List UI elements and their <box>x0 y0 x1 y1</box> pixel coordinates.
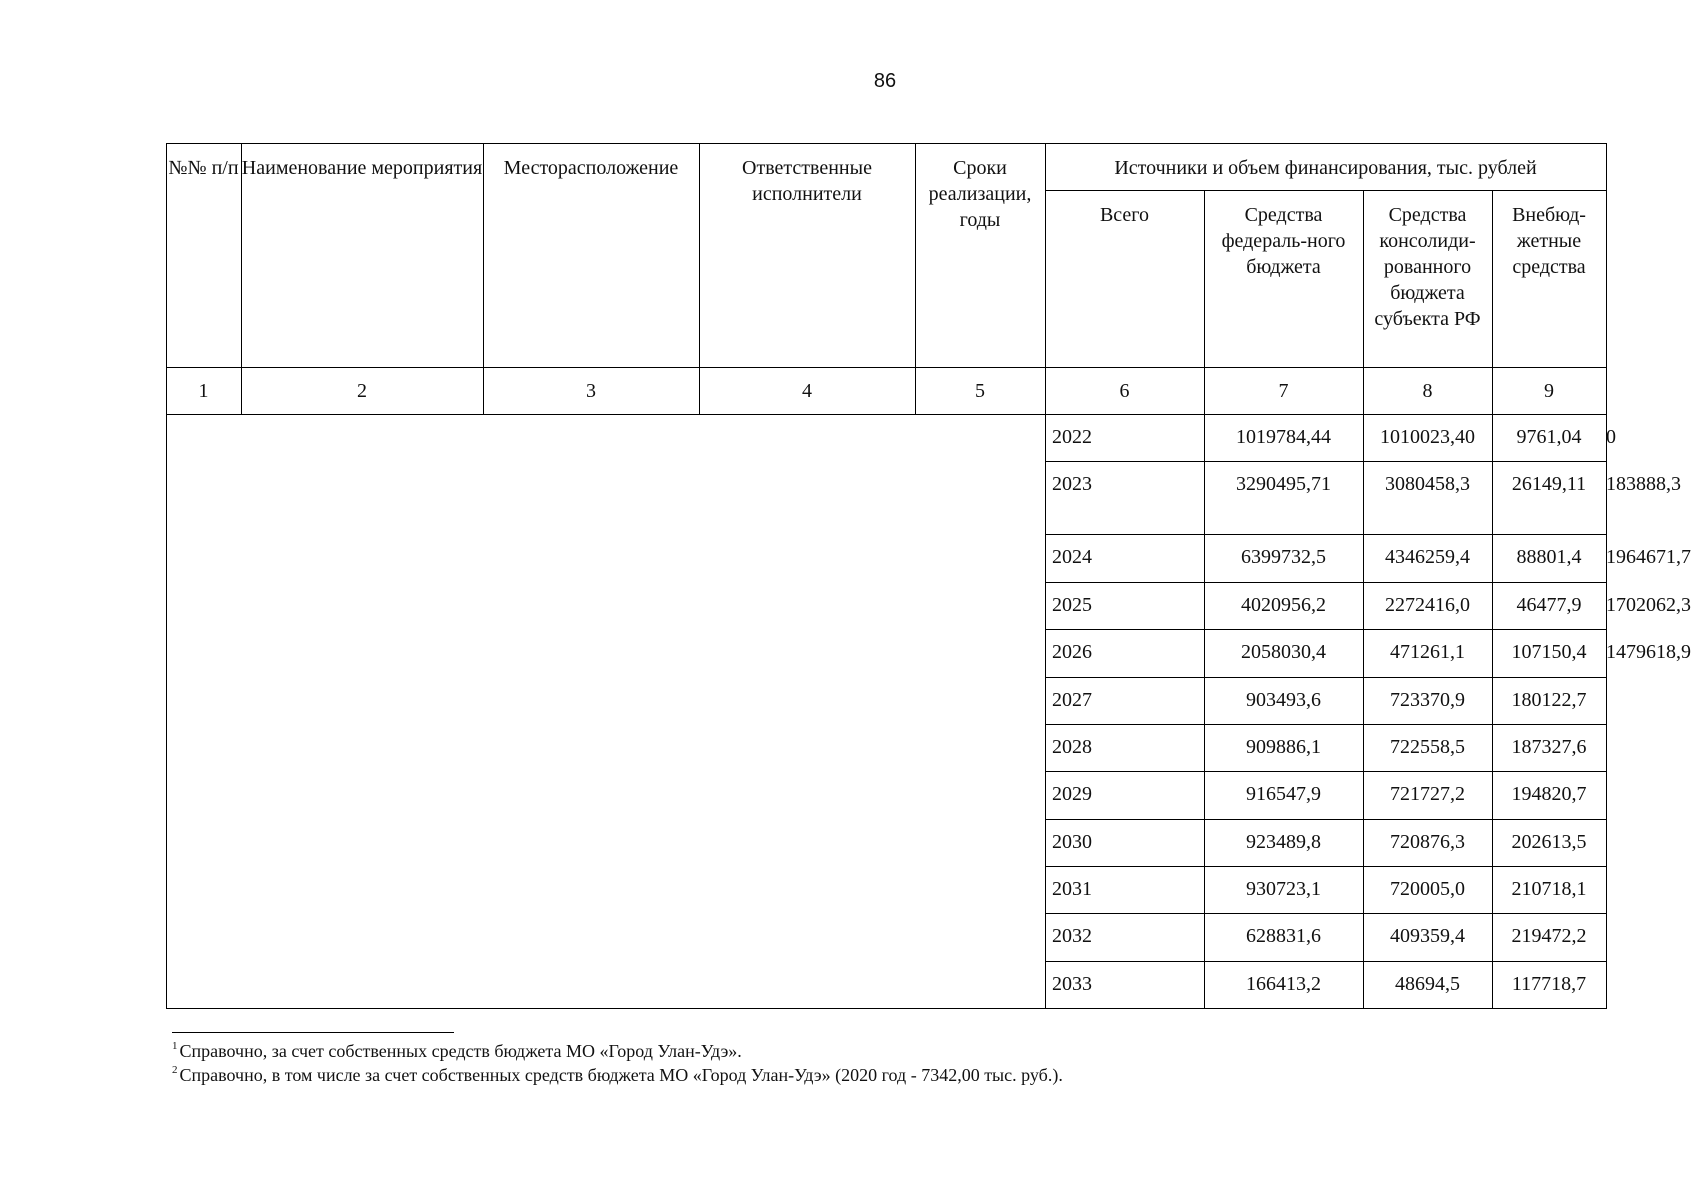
row-federal: 4346259,4 <box>1385 546 1470 568</box>
row-federal: 48694,5 <box>1395 973 1460 995</box>
row-divider <box>1045 819 1606 820</box>
row-divider <box>1045 534 1606 535</box>
column-number: 8 <box>1422 380 1433 402</box>
header-number: №№ п/п <box>168 157 239 179</box>
row-extra: 0 <box>1606 426 1616 448</box>
row-federal: 721727,2 <box>1390 783 1465 805</box>
row-year: 2026 <box>1052 641 1092 663</box>
row-regional: 210718,1 <box>1511 878 1587 900</box>
row-divider <box>1045 582 1606 583</box>
row-federal: 720005,0 <box>1390 878 1465 900</box>
row-divider <box>1045 771 1606 772</box>
row-divider <box>1045 913 1606 914</box>
footnote <box>172 1040 742 1062</box>
header-location: Месторасположение <box>503 157 679 179</box>
row-regional: 180122,7 <box>1511 689 1587 711</box>
row-extra: 183888,3 <box>1606 473 1681 495</box>
row-regional: 107150,4 <box>1511 641 1587 663</box>
row-total: 2058030,4 <box>1241 641 1326 663</box>
table-top-border <box>166 143 1606 144</box>
row-year: 2031 <box>1052 878 1092 900</box>
row-extra: 1479618,9 <box>1606 641 1691 663</box>
row-divider <box>1045 629 1606 630</box>
row-regional: 88801,4 <box>1516 546 1582 568</box>
row-regional: 202613,5 <box>1511 831 1587 853</box>
row-total: 916547,9 <box>1246 783 1321 805</box>
header-extrabudgetary: Внебюд-жетные средства <box>1512 204 1586 278</box>
row-divider <box>1045 961 1606 962</box>
row-total: 903493,6 <box>1246 689 1321 711</box>
column-number: 1 <box>198 380 209 402</box>
page-number: 86 <box>873 70 897 92</box>
header-terms: Сроки реализации, годы <box>928 157 1032 231</box>
row-regional: 9761,04 <box>1516 426 1582 448</box>
row-regional: 219472,2 <box>1511 925 1587 947</box>
row-federal: 471261,1 <box>1390 641 1465 663</box>
row-total: 923489,8 <box>1246 831 1321 853</box>
row-total: 4020956,2 <box>1241 594 1326 616</box>
column-number: 2 <box>357 380 367 402</box>
row-regional: 26149,11 <box>1511 473 1587 495</box>
row-total: 3290495,71 <box>1236 473 1331 495</box>
table-bottom-left <box>166 1008 1045 1009</box>
row-year: 2022 <box>1052 426 1092 448</box>
row-total: 166413,2 <box>1246 973 1321 995</box>
column-number: 3 <box>586 380 596 402</box>
row-total: 6399732,5 <box>1241 546 1326 568</box>
row-year: 2023 <box>1052 473 1092 495</box>
column-numbers-line <box>166 414 1606 415</box>
footnote-mark: 1 <box>172 1040 178 1052</box>
row-federal: 720876,3 <box>1390 831 1465 853</box>
row-divider <box>1045 461 1606 462</box>
column-number: 9 <box>1544 380 1554 402</box>
header-event-name: Наименование мероприятия <box>241 157 483 179</box>
row-total: 1019784,44 <box>1236 426 1331 448</box>
column-number: 6 <box>1119 380 1130 402</box>
row-federal: 2272416,0 <box>1385 594 1470 616</box>
row-year: 2030 <box>1052 831 1092 853</box>
row-year: 2027 <box>1052 689 1092 711</box>
row-federal: 3080458,3 <box>1385 473 1470 495</box>
footnote-separator <box>172 1032 454 1033</box>
footnote-text: Справочно, в том числе за счет собственных средств бюджета МО «Город Улан-Удэ» (2020 год - 7342,00 тыс. руб.). <box>179 1065 1063 1085</box>
row-regional: 187327,6 <box>1511 736 1587 758</box>
column-divider <box>1606 143 1607 1009</box>
row-total: 909886,1 <box>1246 736 1321 758</box>
footnote-mark: 2 <box>172 1064 178 1076</box>
table-bottom-right <box>1045 1008 1606 1009</box>
row-divider <box>1045 866 1606 867</box>
row-extra: 1964671,7 <box>1606 546 1691 568</box>
row-year: 2028 <box>1052 736 1092 758</box>
column-number: 7 <box>1278 380 1289 402</box>
header-responsible: Ответственные исполнители <box>742 157 872 205</box>
header-federal: Средства федераль-ного бюджета <box>1221 204 1346 278</box>
header-funding-sources: Источники и объем финансирования, тыс. рублей <box>1114 157 1537 179</box>
row-federal: 409359,4 <box>1390 925 1465 947</box>
row-federal: 1010023,40 <box>1380 426 1475 448</box>
footnote-text: Справочно, за счет собственных средств бюджета МО «Город Улан-Удэ». <box>179 1041 742 1061</box>
row-divider <box>1045 677 1606 678</box>
row-year: 2025 <box>1052 594 1092 616</box>
row-total: 930723,1 <box>1246 878 1321 900</box>
row-regional: 46477,9 <box>1516 594 1582 616</box>
header-regional: Средства консолиди-рованного бюджета субъекта РФ <box>1374 204 1481 330</box>
row-total: 628831,6 <box>1246 925 1321 947</box>
row-divider <box>1045 724 1606 725</box>
row-year: 2032 <box>1052 925 1092 947</box>
row-federal: 722558,5 <box>1390 736 1465 758</box>
row-year: 2029 <box>1052 783 1092 805</box>
header-total: Всего <box>1099 204 1150 226</box>
row-year: 2033 <box>1052 973 1092 995</box>
footnote <box>172 1064 1063 1086</box>
row-regional: 117718,7 <box>1511 973 1587 995</box>
column-number: 5 <box>975 380 985 402</box>
row-regional: 194820,7 <box>1511 783 1587 805</box>
row-federal: 723370,9 <box>1390 689 1465 711</box>
row-year: 2024 <box>1052 546 1092 568</box>
column-number: 4 <box>802 380 812 402</box>
row-extra: 1702062,3 <box>1606 594 1691 616</box>
